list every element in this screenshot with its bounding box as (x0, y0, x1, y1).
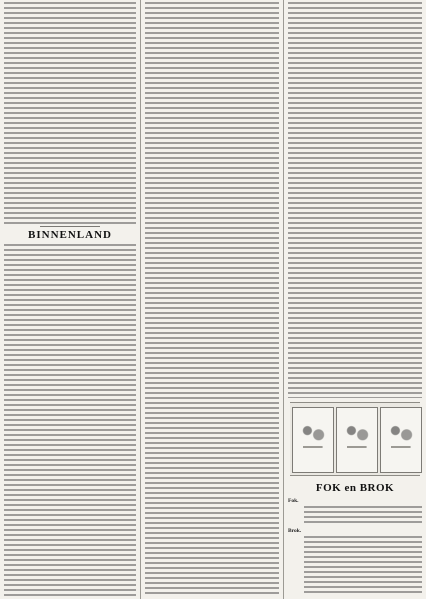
speaker-label: Brok. (288, 528, 302, 534)
article-text (4, 244, 136, 596)
comic-panel (292, 407, 334, 473)
article-text (4, 2, 136, 224)
column-right (288, 0, 422, 599)
divider (40, 226, 100, 227)
column-divider (140, 0, 141, 599)
comic-dialog (288, 498, 422, 504)
column-middle (145, 0, 279, 599)
comic-dialog-text (304, 506, 422, 526)
comic-drawing (299, 418, 327, 460)
comic-panel (380, 407, 422, 473)
column-left (4, 0, 136, 599)
comic-drawing (343, 418, 371, 460)
section-heading-binnenland: BINNENLAND (28, 229, 112, 241)
comic-dialog (288, 528, 422, 534)
comic-title-fok-en-brok: FOK en BROK (315, 482, 395, 494)
article-text (145, 2, 279, 596)
comic-strip (290, 402, 420, 476)
speaker-label: Fok. (288, 498, 299, 504)
column-divider (283, 0, 284, 599)
comic-panel (336, 407, 378, 473)
comic-drawing (387, 418, 415, 460)
article-text (288, 2, 422, 398)
comic-dialog-text (304, 536, 422, 596)
